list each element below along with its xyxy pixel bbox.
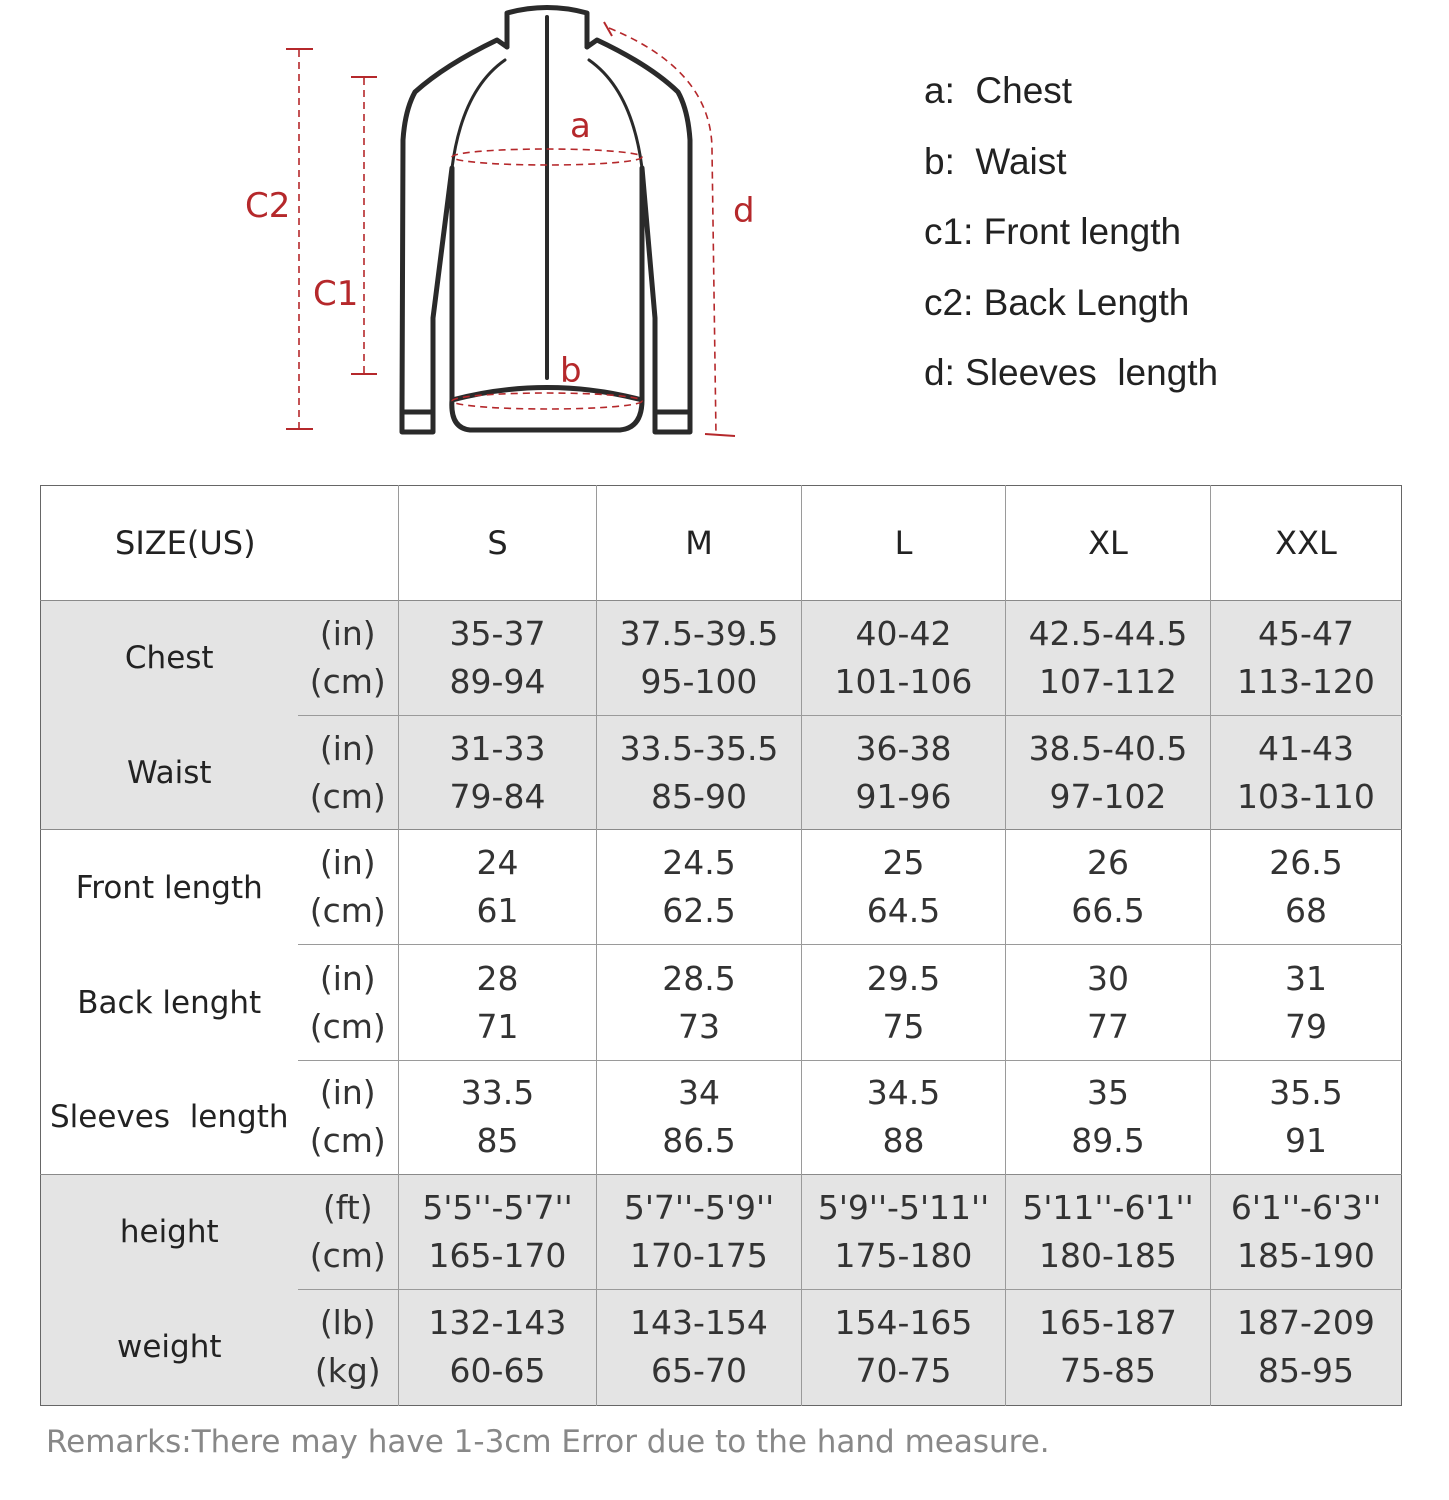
size-chart-table bbox=[40, 485, 1402, 1406]
value-secondary: 180-185 bbox=[1039, 1235, 1177, 1275]
value-cell bbox=[802, 716, 1006, 830]
value-cell bbox=[1211, 945, 1402, 1060]
value-secondary: 97-102 bbox=[1049, 776, 1167, 816]
value-cell bbox=[1006, 1174, 1211, 1289]
unit-cell bbox=[298, 1289, 399, 1405]
sleeve-measure-line bbox=[609, 28, 716, 435]
legend-chest: a: Chest bbox=[924, 70, 1073, 111]
unit-cell bbox=[298, 1060, 399, 1174]
value-primary: 41-43 bbox=[1258, 728, 1354, 768]
unit-primary: (ft) bbox=[322, 1187, 373, 1227]
measurement-legend bbox=[924, 68, 1218, 421]
value-secondary: 103-110 bbox=[1237, 776, 1375, 816]
value-cell bbox=[399, 716, 597, 830]
unit-cell bbox=[298, 1174, 399, 1289]
value-cell bbox=[399, 830, 597, 945]
value-primary: 132-143 bbox=[428, 1303, 567, 1343]
value-cell bbox=[1211, 601, 1402, 716]
label-c2: C2 bbox=[245, 186, 291, 226]
value-primary: 187-209 bbox=[1237, 1303, 1375, 1343]
value-secondary: 64.5 bbox=[866, 891, 941, 931]
remark-note: Remarks:There may have 1-3cm Error due to the hand measure. bbox=[46, 1424, 1050, 1460]
table-row bbox=[41, 716, 1402, 830]
value-primary: 154-165 bbox=[834, 1303, 973, 1343]
value-primary: 33.5-35.5 bbox=[619, 728, 779, 768]
value-primary: 26 bbox=[1087, 843, 1129, 883]
legend-sleeves-length: d: Sleeves length bbox=[924, 352, 1219, 393]
header-row bbox=[41, 486, 1402, 601]
size-col-header: S bbox=[399, 486, 597, 601]
value-cell bbox=[399, 945, 597, 1060]
value-secondary: 113-120 bbox=[1237, 662, 1375, 702]
value-cell bbox=[597, 1060, 802, 1174]
value-primary: 45-47 bbox=[1258, 614, 1354, 654]
value-cell bbox=[802, 830, 1006, 945]
value-cell bbox=[399, 601, 597, 716]
size-col-header: XL bbox=[1006, 486, 1211, 601]
value-primary: 165-187 bbox=[1039, 1303, 1177, 1343]
value-primary: 6'1''-6'3'' bbox=[1230, 1187, 1382, 1227]
unit-primary: (in) bbox=[319, 843, 376, 883]
value-secondary: 85 bbox=[476, 1121, 519, 1161]
jacket-outline bbox=[402, 8, 690, 433]
value-secondary: 75-85 bbox=[1060, 1351, 1156, 1391]
table-row bbox=[41, 945, 1402, 1060]
unit-primary: (lb) bbox=[319, 1303, 376, 1343]
value-cell bbox=[399, 1174, 597, 1289]
value-primary: 5'11''-6'1'' bbox=[1022, 1187, 1194, 1227]
legend-front-length: c1: Front length bbox=[924, 211, 1182, 252]
unit-primary: (in) bbox=[319, 1073, 376, 1113]
jacket-measurement-diagram bbox=[0, 0, 1449, 470]
unit-secondary: (cm) bbox=[309, 1006, 386, 1046]
row-label: Back lenght bbox=[41, 945, 298, 1060]
unit-secondary: (cm) bbox=[309, 662, 386, 702]
value-primary: 24.5 bbox=[662, 843, 736, 883]
unit-secondary: (cm) bbox=[309, 1235, 386, 1275]
value-primary: 143-154 bbox=[630, 1303, 768, 1343]
value-secondary: 88 bbox=[882, 1121, 925, 1161]
value-cell bbox=[1211, 830, 1402, 945]
unit-cell bbox=[298, 945, 399, 1060]
value-secondary: 107-112 bbox=[1039, 662, 1177, 702]
value-secondary: 185-190 bbox=[1237, 1235, 1375, 1275]
value-cell bbox=[1211, 1289, 1402, 1405]
value-cell bbox=[802, 601, 1006, 716]
value-primary: 26.5 bbox=[1269, 843, 1343, 883]
value-cell bbox=[1006, 716, 1211, 830]
unit-primary: (in) bbox=[319, 958, 376, 998]
value-secondary: 91-96 bbox=[855, 776, 952, 816]
value-cell bbox=[597, 716, 802, 830]
value-secondary: 89.5 bbox=[1071, 1121, 1145, 1161]
value-secondary: 101-106 bbox=[834, 662, 973, 702]
value-primary: 31 bbox=[1285, 958, 1327, 998]
unit-secondary: (cm) bbox=[309, 776, 386, 816]
value-cell bbox=[1006, 1289, 1211, 1405]
unit-primary: (in) bbox=[319, 728, 376, 768]
size-col-header: XXL bbox=[1211, 486, 1402, 601]
value-primary: 25 bbox=[882, 843, 925, 883]
value-secondary: 95-100 bbox=[640, 662, 758, 702]
value-secondary: 62.5 bbox=[662, 891, 736, 931]
value-primary: 28 bbox=[476, 958, 519, 998]
value-primary: 34.5 bbox=[866, 1073, 941, 1113]
value-cell bbox=[597, 601, 802, 716]
value-cell bbox=[1211, 1060, 1402, 1174]
value-primary: 35.5 bbox=[1269, 1073, 1343, 1113]
value-primary: 38.5-40.5 bbox=[1028, 728, 1188, 768]
value-secondary: 65-70 bbox=[651, 1351, 747, 1391]
value-primary: 36-38 bbox=[855, 728, 952, 768]
unit-secondary: (cm) bbox=[309, 891, 386, 931]
value-primary: 29.5 bbox=[866, 958, 941, 998]
value-primary: 37.5-39.5 bbox=[619, 614, 779, 654]
value-secondary: 68 bbox=[1285, 891, 1327, 931]
value-primary: 31-33 bbox=[449, 728, 546, 768]
table-row bbox=[41, 601, 1402, 716]
label-c1: C1 bbox=[313, 274, 359, 314]
waist-measure-line bbox=[452, 393, 642, 409]
table-row bbox=[41, 1289, 1402, 1405]
value-cell bbox=[802, 945, 1006, 1060]
value-primary: 5'5''-5'7'' bbox=[422, 1187, 573, 1227]
unit-cell bbox=[298, 601, 399, 716]
row-label: Sleeves length bbox=[41, 1060, 298, 1174]
value-secondary: 60-65 bbox=[449, 1351, 546, 1391]
value-primary: 30 bbox=[1087, 958, 1129, 998]
value-primary: 28.5 bbox=[662, 958, 736, 998]
unit-cell bbox=[298, 716, 399, 830]
value-cell bbox=[399, 1060, 597, 1174]
legend-back-length: c2: Back Length bbox=[924, 281, 1190, 323]
unit-secondary: (kg) bbox=[314, 1351, 381, 1391]
size-col-header: M bbox=[597, 486, 802, 601]
value-cell bbox=[597, 945, 802, 1060]
value-secondary: 70-75 bbox=[855, 1351, 952, 1391]
unit-cell bbox=[298, 830, 399, 945]
value-primary: 42.5-44.5 bbox=[1028, 614, 1188, 654]
unit-primary: (in) bbox=[319, 614, 376, 654]
value-cell bbox=[1211, 1174, 1402, 1289]
unit-secondary: (cm) bbox=[309, 1121, 386, 1161]
value-secondary: 79-84 bbox=[449, 776, 546, 816]
label-b: b bbox=[560, 351, 582, 391]
value-primary: 34 bbox=[678, 1073, 720, 1113]
value-cell bbox=[802, 1174, 1006, 1289]
value-cell bbox=[1006, 830, 1211, 945]
value-cell bbox=[1006, 601, 1211, 716]
value-cell bbox=[802, 1060, 1006, 1174]
value-secondary: 89-94 bbox=[449, 662, 546, 702]
value-primary: 24 bbox=[476, 843, 519, 883]
row-label: Waist bbox=[41, 716, 298, 830]
value-secondary: 77 bbox=[1087, 1006, 1129, 1046]
row-label: Front length bbox=[41, 830, 298, 945]
value-secondary: 71 bbox=[476, 1006, 519, 1046]
size-col-header: L bbox=[802, 486, 1006, 601]
value-secondary: 175-180 bbox=[834, 1235, 973, 1275]
legend-waist: b: Waist bbox=[924, 140, 1067, 182]
value-secondary: 165-170 bbox=[428, 1235, 567, 1275]
value-cell bbox=[1006, 945, 1211, 1060]
value-secondary: 73 bbox=[678, 1006, 720, 1046]
value-cell bbox=[597, 1289, 802, 1405]
table-row bbox=[41, 1174, 1402, 1289]
row-label: Chest bbox=[41, 601, 298, 716]
value-cell bbox=[597, 830, 802, 945]
value-secondary: 86.5 bbox=[662, 1121, 736, 1161]
value-primary: 5'7''-5'9'' bbox=[623, 1187, 775, 1227]
value-primary: 35-37 bbox=[449, 614, 546, 654]
value-secondary: 75 bbox=[882, 1006, 925, 1046]
table-row bbox=[41, 1060, 1402, 1174]
row-label: height bbox=[41, 1174, 298, 1289]
value-cell bbox=[1211, 716, 1402, 830]
row-label: weight bbox=[41, 1289, 298, 1405]
value-secondary: 91 bbox=[1285, 1121, 1327, 1161]
value-secondary: 85-90 bbox=[651, 776, 747, 816]
value-cell bbox=[802, 1289, 1006, 1405]
value-cell bbox=[597, 1174, 802, 1289]
value-secondary: 79 bbox=[1285, 1006, 1327, 1046]
value-secondary: 66.5 bbox=[1071, 891, 1145, 931]
value-secondary: 85-95 bbox=[1258, 1351, 1354, 1391]
value-cell bbox=[399, 1289, 597, 1405]
value-secondary: 61 bbox=[476, 891, 519, 931]
value-cell bbox=[1006, 1060, 1211, 1174]
value-secondary: 170-175 bbox=[630, 1235, 768, 1275]
size-header: SIZE(US) bbox=[41, 486, 399, 601]
value-primary: 5'9''-5'11'' bbox=[817, 1187, 990, 1227]
value-primary: 40-42 bbox=[855, 614, 952, 654]
value-primary: 33.5 bbox=[460, 1073, 535, 1113]
value-primary: 35 bbox=[1087, 1073, 1129, 1113]
table-row bbox=[41, 830, 1402, 945]
label-a: a bbox=[570, 106, 591, 146]
label-d: d bbox=[733, 191, 755, 231]
